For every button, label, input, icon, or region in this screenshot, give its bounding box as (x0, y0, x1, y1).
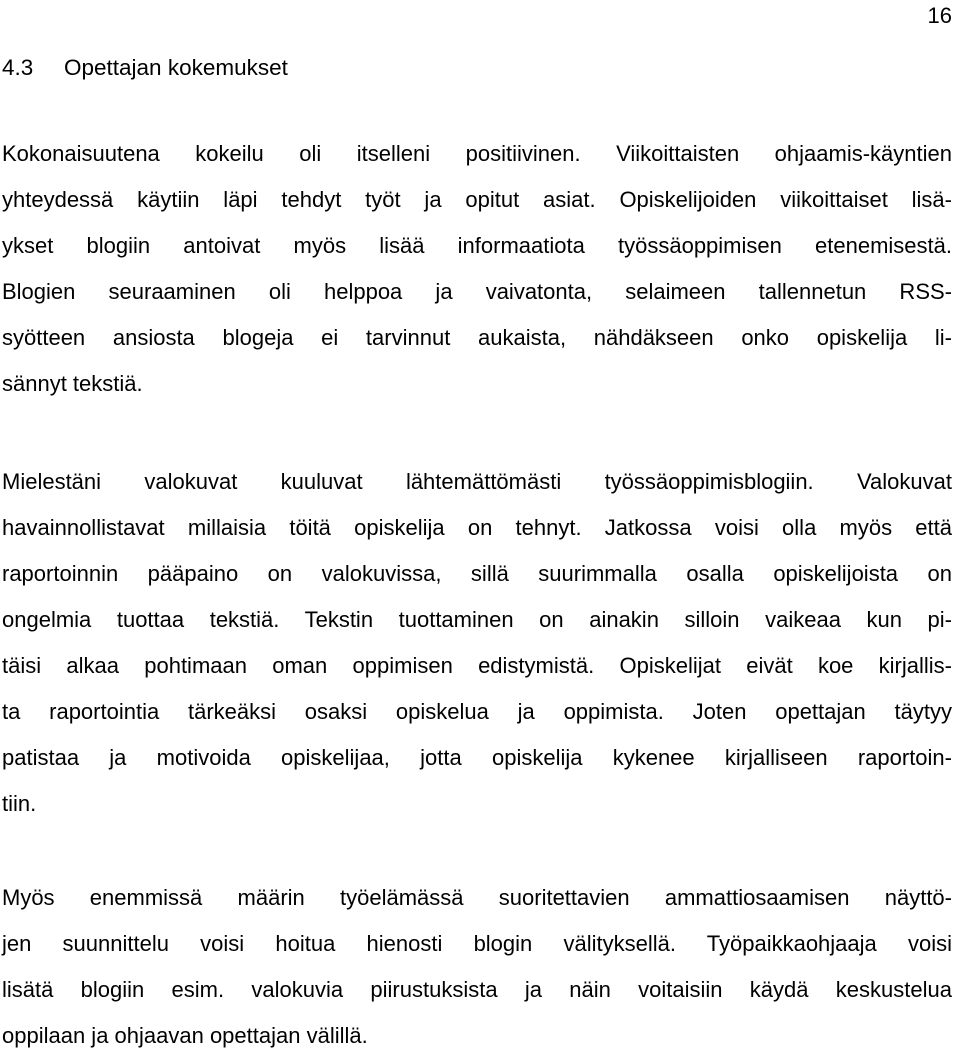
text-line: ta raportointia tärkeäksi osaksi opiskelua ja oppimista. Joten opettajan täytyy (2, 699, 952, 724)
text-line: patistaa ja motivoida opiskelijaa, jotta opiskelija kykenee kirjalliseen raportoin- (2, 745, 952, 770)
text-line: Kokonaisuutena kokeilu oli itselleni positiivinen. Viikoittaisten ohjaamis-käyntien (2, 141, 952, 166)
text-line: lisätä blogiin esim. valokuvia piirustuksista ja näin voitaisiin käydä keskustelua (2, 977, 952, 1002)
text-line: Mielestäni valokuvat kuuluvat lähtemättömästi työssäoppimisblogiin. Valokuvat (2, 469, 952, 494)
text-line: Myös enemmissä määrin työelämässä suoritettavien ammattiosaamisen näyttö- (2, 885, 952, 910)
text-line: ongelmia tuottaa tekstiä. Tekstin tuottaminen on ainakin silloin vaikeaa kun pi- (2, 607, 952, 632)
paragraph-3 (2, 875, 952, 1059)
text-line: tiin. (2, 791, 37, 816)
text-line: raportoinnin pääpaino on valokuvissa, sillä suurimmalla osalla opiskelijoista on (2, 561, 952, 586)
text-line: oppilaan ja ohjaavan opettajan välillä. (2, 1023, 368, 1048)
text-line: yhteydessä käytiin läpi tehdyt työt ja opitut asiat. Opiskelijoiden viikoittaiset lisä- (2, 187, 952, 212)
text-line: havainnollistavat millaisia töitä opiskelija on tehnyt. Jatkossa voisi olla myös että (2, 515, 952, 540)
section-heading (2, 53, 288, 83)
text-line: Blogien seuraaminen oli helppoa ja vaivatonta, selaimeen tallennetun RSS- (2, 279, 952, 304)
section-number: 4.3 (2, 55, 34, 80)
text-line: täisi alkaa pohtimaan oman oppimisen edistymistä. Opiskelijat eivät koe kirjallis- (2, 653, 952, 678)
page-number: 16 (927, 3, 952, 28)
text-line: sännyt tekstiä. (2, 371, 143, 396)
paragraph-2 (2, 459, 952, 827)
text-line: jen suunnittelu voisi hoitua hienosti blogin välityksellä. Työpaikkaohjaaja voisi (2, 931, 952, 956)
text-line: syötteen ansiosta blogeja ei tarvinnut aukaista, nähdäkseen onko opiskelija li- (2, 325, 952, 350)
paragraph-1 (2, 131, 952, 407)
text-line: ykset blogiin antoivat myös lisää informaatiota työssäoppimisen etenemisestä. (2, 233, 952, 258)
section-title: Opettajan kokemukset (64, 55, 288, 80)
